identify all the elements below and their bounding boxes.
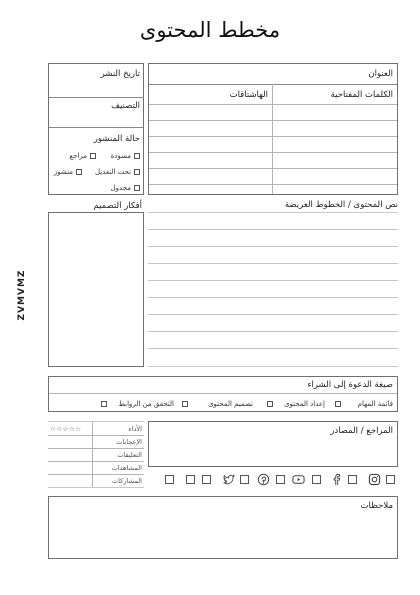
cta-option-checkbox[interactable] <box>182 401 188 407</box>
twitter-icon <box>222 473 235 486</box>
divider <box>49 393 397 394</box>
status-published-checkbox[interactable] <box>76 169 82 175</box>
cta-option-checkbox[interactable] <box>267 401 273 407</box>
cta-option-checkbox[interactable] <box>335 401 341 407</box>
publish-date-label: تاريخ النشر <box>100 69 140 79</box>
divider <box>149 168 397 169</box>
writing-line <box>148 229 398 230</box>
cta-panel <box>48 376 398 412</box>
divider <box>149 184 397 185</box>
performance-row-label: التعليقات <box>117 451 142 459</box>
extra-checkbox[interactable] <box>202 475 211 484</box>
cta-option-checkbox[interactable] <box>101 401 107 407</box>
content-outline-box[interactable] <box>148 212 398 367</box>
status-draft-checkbox[interactable] <box>134 153 140 159</box>
instagram-icon <box>368 473 381 486</box>
notes-label: ملاحظات <box>360 501 393 511</box>
row-divider <box>48 448 144 449</box>
writing-line <box>148 297 398 298</box>
writing-line <box>148 263 398 264</box>
pinterest-icon <box>257 473 270 486</box>
title-label: العنوان <box>368 69 393 79</box>
content-outline-label: نص المحتوى / الخطوط العريضة <box>284 200 398 210</box>
design-ideas-label: أفكار التصميم <box>93 201 142 211</box>
page-title: مخطط المحتوى <box>139 18 281 42</box>
row-divider <box>48 474 144 475</box>
performance-row-label: المشاركات <box>111 477 142 485</box>
references-label: المراجع / المصادر <box>330 426 393 436</box>
row-divider <box>48 461 144 462</box>
writing-line <box>148 348 398 349</box>
notes-box[interactable] <box>48 496 398 559</box>
cta-option-label: تصميم المحتوى <box>208 400 253 408</box>
writing-line <box>148 246 398 247</box>
status-draft-label: مسودة <box>110 152 131 160</box>
youtube-checkbox[interactable] <box>312 475 321 484</box>
writing-line <box>148 280 398 281</box>
column-divider <box>272 84 273 194</box>
divider <box>149 152 397 153</box>
extra-checkbox[interactable] <box>186 475 195 484</box>
facebook-icon <box>330 473 343 486</box>
status-published-label: منشور <box>53 168 73 176</box>
status-reviewed-label: مراجع <box>69 152 87 160</box>
cta-option-label: التحقق من الروابط <box>118 400 174 408</box>
references-box[interactable] <box>148 421 398 467</box>
divider <box>49 97 143 98</box>
divider <box>149 84 397 85</box>
performance-row-label: الأداء <box>128 425 142 433</box>
column-divider <box>92 422 93 487</box>
row-divider <box>48 435 144 436</box>
extra-checkbox[interactable] <box>165 475 174 484</box>
performance-table <box>48 421 144 488</box>
divider <box>149 104 397 105</box>
cta-title: صيغة الدعوة إلى الشراء <box>307 380 393 390</box>
status-reviewed-checkbox[interactable] <box>90 153 96 159</box>
performance-row-label: المشاهدات <box>111 464 142 472</box>
design-ideas-box[interactable] <box>48 212 144 367</box>
divider <box>149 136 397 137</box>
youtube-icon <box>292 473 305 486</box>
status-scheduled-label: مجدول <box>110 184 131 192</box>
pinterest-checkbox[interactable] <box>276 475 285 484</box>
status-editing-checkbox[interactable] <box>134 169 140 175</box>
cta-option-label: قائمة المهام <box>357 400 393 408</box>
performance-row-label: الإعجابات <box>116 438 142 446</box>
title-keywords-panel <box>148 63 398 195</box>
keywords-label: الكلمات المفتاحية <box>330 90 393 100</box>
category-label: التصنيف <box>111 101 140 111</box>
instagram-checkbox[interactable] <box>386 475 395 484</box>
status-editing-label: تحت التعديل <box>94 168 131 176</box>
divider <box>49 127 143 128</box>
meta-panel <box>48 63 144 195</box>
writing-line <box>148 331 398 332</box>
writing-line <box>148 314 398 315</box>
post-status-label: حالة المنشور <box>93 134 140 144</box>
rating-stars[interactable]: ☆☆☆☆☆ <box>50 425 82 433</box>
divider <box>149 120 397 121</box>
twitter-checkbox[interactable] <box>240 475 249 484</box>
status-scheduled-checkbox[interactable] <box>134 185 140 191</box>
hashtags-label: الهاشتاقات <box>229 90 268 100</box>
cta-option-label: إعداد المحتوى <box>284 400 325 408</box>
brand-logo: ZVMVMZ <box>17 269 27 321</box>
facebook-checkbox[interactable] <box>348 475 357 484</box>
